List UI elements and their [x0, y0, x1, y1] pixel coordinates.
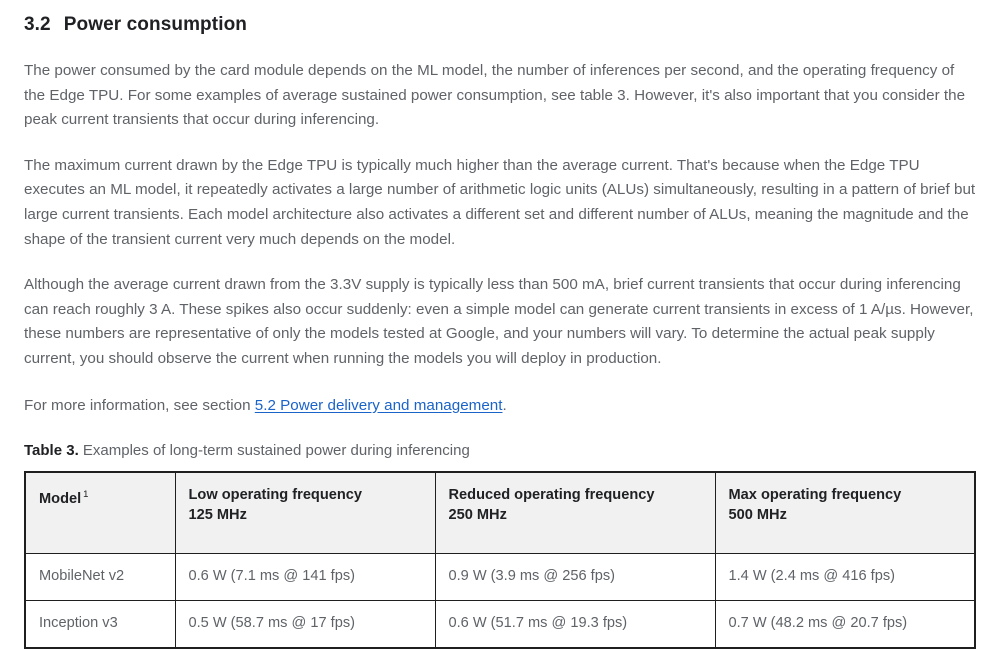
paragraph-3: Although the average current drawn from the 3.3V supply is typically less than 500 mA, brief current transients that occur during inferencing can reach roughly 3 A. These spikes also occur suddenly: even a simple model can generate current transients in excess of 1 A/µs. However, these numbers are representative of only the models tested at Google, and your numbers will vary. To determine the actual peak supply current, you should observe the current when running the models you will deploy in production.	[24, 276, 974, 367]
table-header-max-frequency-line1: Max operating frequency	[728, 487, 902, 504]
power-consumption-table	[24, 471, 976, 649]
table-caption	[24, 418, 976, 462]
section-number: 3.2	[24, 14, 51, 35]
paragraph-4-lead-text: For more information, see section	[24, 396, 255, 414]
power-table-container	[24, 462, 976, 649]
table-body	[25, 554, 975, 649]
cell-low-frequency: 0.6 W (7.1 ms @ 141 fps)	[175, 554, 435, 601]
paragraph-1: The power consumed by the card module depends on the ML model, the number of inferences per second, and the operating frequency of the Edge TPU. For some examples of average sustained power consumption, see table 3. However, it's also important that you consider the peak current transients that occur during inferencing.	[24, 62, 966, 129]
table-header-low-frequency-line1: Low operating frequency	[188, 487, 363, 504]
table-header-reduced-frequency	[435, 472, 715, 554]
table-header-max-frequency	[715, 472, 975, 554]
cell-reduced-frequency: 0.6 W (51.7 ms @ 19.3 fps)	[435, 601, 715, 649]
paragraph-4	[24, 372, 976, 419]
cell-low-frequency: 0.5 W (58.7 ms @ 17 fps)	[175, 601, 435, 649]
cell-model: Inception v3	[25, 601, 175, 649]
table-header-model-label: Model	[39, 490, 82, 507]
table-header-low-frequency-line2: 125 MHz	[188, 507, 247, 524]
table-row	[25, 554, 975, 601]
table-header	[25, 472, 975, 554]
cell-max-frequency: 0.7 W (48.2 ms @ 20.7 fps)	[715, 601, 975, 649]
table-header-model	[25, 472, 175, 554]
paragraph-4-trail-text: .	[502, 396, 507, 414]
table-caption-text: Examples of long-term sustained power during inferencing	[78, 442, 470, 460]
table-caption-label: Table 3.	[24, 442, 79, 460]
cell-max-frequency: 1.4 W (2.4 ms @ 416 fps)	[715, 554, 975, 601]
page-title	[24, 0, 976, 38]
table-row	[25, 601, 975, 649]
table-header-row	[25, 472, 975, 554]
footnote-marker-icon: 1	[83, 489, 89, 501]
cell-model: MobileNet v2	[25, 554, 175, 601]
paragraph-2: The maximum current drawn by the Edge TPU is typically much higher than the average current. That's because when the Edge TPU executes an ML model, it repeatedly activates a large number of arithmetic logic units (ALUs) simultaneously, resulting in a pattern of brief but large current transients. Each model architecture also activates a different set and different number of ALUs, meaning the magnitude and the shape of the transient current very much depends on the model.	[24, 156, 976, 248]
section-5-2-link[interactable]: 5.2 Power delivery and management	[254, 396, 503, 414]
table-header-max-frequency-line2: 500 MHz	[728, 507, 787, 524]
section-title: Power consumption	[63, 14, 247, 35]
table-header-low-frequency	[175, 472, 435, 554]
table-header-reduced-frequency-line1: Reduced operating frequency	[448, 487, 655, 504]
table-header-reduced-frequency-line2: 250 MHz	[448, 507, 507, 524]
cell-reduced-frequency: 0.9 W (3.9 ms @ 256 fps)	[435, 554, 715, 601]
